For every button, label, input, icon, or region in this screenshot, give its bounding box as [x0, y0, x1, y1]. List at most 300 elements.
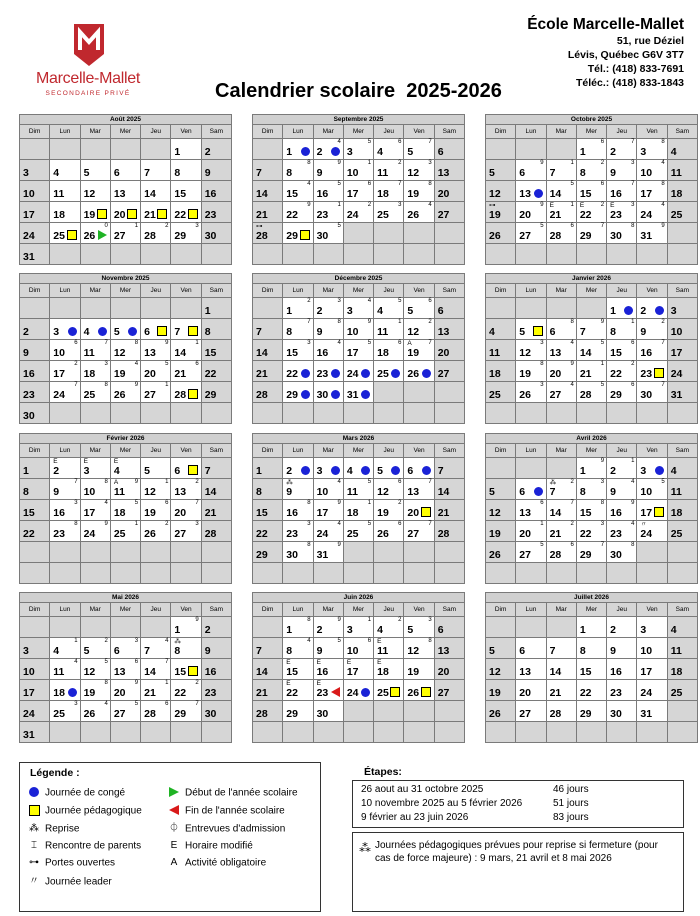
day-cell — [110, 244, 140, 265]
day-name-header: Ven — [637, 125, 667, 139]
day-cell — [667, 500, 697, 521]
cycle-day-number: 5 — [337, 638, 341, 644]
day-number: 22 — [174, 209, 187, 221]
day-cell — [171, 181, 201, 202]
day-cell — [50, 340, 80, 361]
cycle-day-number: 1 — [367, 617, 372, 623]
day-number: 6 — [519, 645, 526, 657]
cycle-day-number: 4 — [631, 479, 635, 485]
day-cell — [667, 659, 697, 680]
day-cell — [637, 500, 667, 521]
day-cell — [404, 479, 434, 500]
day-name-header: Sam — [201, 444, 231, 458]
day-name-header: Jeu — [141, 444, 171, 458]
day-number: 17 — [83, 507, 96, 519]
day-number: 4 — [377, 305, 383, 317]
day-cell — [374, 659, 404, 680]
day-cell — [404, 403, 434, 424]
horaire-icon: Ε — [286, 680, 291, 687]
cycle-day-number: 2 — [165, 521, 169, 527]
day-name-header: Ven — [171, 444, 201, 458]
day-cell — [20, 160, 50, 181]
day-cell — [201, 403, 231, 424]
day-number: 16 — [610, 188, 622, 200]
day-cell — [546, 340, 576, 361]
day-number: 15 — [610, 347, 622, 359]
day-number: 23 — [204, 687, 217, 699]
cycle-day-number: 9 — [540, 202, 544, 208]
pedago-square-icon — [188, 666, 198, 676]
day-cell — [313, 160, 343, 181]
cycle-day-number: 9 — [337, 160, 341, 166]
cycle-day-number: 8 — [307, 617, 311, 623]
day-number: 2 — [610, 465, 616, 477]
cycle-day-number: 7 — [165, 659, 169, 665]
day-number: 26 — [144, 528, 156, 540]
day-cell — [110, 298, 140, 319]
day-number: 7 — [144, 167, 150, 179]
day-cell — [667, 298, 697, 319]
day-cell — [141, 680, 171, 701]
day-number: 17 — [53, 368, 65, 380]
cycle-day-number: 7 — [195, 500, 199, 506]
horaire-icon: Ε — [113, 458, 119, 465]
day-cell — [171, 361, 201, 382]
day-cell — [576, 361, 606, 382]
day-name-header: Lun — [516, 603, 546, 617]
cycle-day-number: 3 — [307, 521, 311, 527]
day-cell — [576, 542, 606, 563]
day-cell — [404, 160, 434, 181]
day-number: 20 — [519, 209, 531, 221]
day-number: 23 — [610, 687, 622, 699]
day-cell — [404, 244, 434, 265]
day-cell — [110, 340, 140, 361]
day-cell — [637, 701, 667, 722]
school-fax: Téléc.: (418) 833-1843 — [576, 77, 684, 89]
day-cell — [374, 361, 404, 382]
cycle-day-number: 9 — [134, 479, 139, 485]
cycle-day-number: 7 — [104, 340, 108, 346]
day-cell — [576, 521, 606, 542]
legend-item-conge — [28, 787, 125, 800]
day-number: 12 — [407, 326, 420, 338]
day-cell — [637, 319, 667, 340]
day-number: 6 — [437, 305, 444, 317]
day-number: 4 — [670, 465, 677, 477]
day-number: 29 — [286, 708, 298, 720]
day-cell — [171, 617, 201, 638]
day-name-header: Dim — [20, 444, 50, 458]
cycle-day-number: 8 — [134, 340, 139, 346]
cycle-day-number: 7 — [631, 181, 635, 187]
pedago-square-icon — [157, 209, 167, 219]
day-number: 19 — [489, 528, 501, 540]
day-cell — [434, 403, 464, 424]
cycle-day-number: 2 — [74, 361, 78, 367]
day-cell — [374, 542, 404, 563]
day-name-header: Mer — [576, 284, 606, 298]
day-number: 4 — [377, 146, 383, 158]
day-name-header: Mer — [343, 603, 373, 617]
legend-label: Entrevues d'admission — [185, 823, 286, 835]
cycle-day-number: 6 — [134, 659, 139, 665]
day-cell — [201, 139, 231, 160]
day-name-header: Ven — [171, 284, 201, 298]
note-text: Journées pédagogiques prévues pour reprise si fermeture (pour cas de force majeure) : 9 mars, 21 avril et 8 mai 2026 — [375, 840, 658, 864]
day-number: 21 — [549, 687, 562, 699]
day-number: 1 — [23, 465, 29, 477]
day-cell — [486, 244, 516, 265]
cycle-day-number: 2 — [398, 500, 402, 506]
conge-dot-icon — [422, 369, 431, 378]
day-cell — [201, 223, 231, 244]
day-number: 28 — [204, 528, 217, 540]
day-cell — [637, 521, 667, 542]
day-cell — [20, 542, 50, 563]
day-number: 22 — [23, 528, 35, 540]
cycle-day-number: 4 — [307, 638, 311, 644]
day-number: 29 — [286, 230, 298, 242]
day-cell — [313, 563, 343, 584]
cycle-day-number: 8 — [600, 500, 605, 506]
day-cell — [343, 382, 373, 403]
cycle-day-number: 7 — [428, 340, 432, 346]
day-cell — [434, 458, 464, 479]
day-cell — [50, 722, 80, 743]
day-cell — [667, 340, 697, 361]
cycle-day-number: 9 — [307, 202, 311, 208]
day-number: 3 — [83, 465, 90, 477]
cycle-day-number: 0 — [104, 223, 108, 229]
horaire-icon: Ε — [549, 202, 554, 209]
day-name-header: Mer — [343, 125, 373, 139]
day-cell — [171, 659, 201, 680]
day-number: 31 — [346, 389, 359, 401]
month-calendar — [485, 114, 698, 265]
cycle-day-number: 7 — [600, 223, 605, 229]
day-cell — [141, 638, 171, 659]
day-name-header: Dim — [486, 603, 516, 617]
day-number: 4 — [670, 624, 677, 636]
horaire-icon: Ε — [316, 659, 321, 666]
cycle-day-number: 4 — [570, 340, 574, 346]
day-cell — [201, 319, 231, 340]
day-number: 6 — [113, 167, 120, 179]
day-name-header: Mer — [110, 603, 140, 617]
cycle-day-number: 5 — [367, 479, 372, 485]
day-number: 3 — [346, 146, 353, 158]
day-number: 7 — [437, 465, 444, 477]
day-number: 12 — [489, 507, 501, 519]
day-name-header: Ven — [171, 125, 201, 139]
cycle-day-number: 3 — [600, 479, 605, 485]
pedago-square-icon — [654, 507, 664, 517]
cycle-day-number: 7 — [428, 139, 432, 145]
cycle-day-number: 8 — [540, 361, 544, 367]
day-cell — [283, 319, 313, 340]
day-cell — [486, 139, 516, 160]
day-number: 12 — [489, 188, 501, 200]
day-cell — [374, 403, 404, 424]
day-cell — [253, 542, 283, 563]
day-cell — [313, 340, 343, 361]
day-cell — [546, 563, 576, 584]
day-cell — [374, 617, 404, 638]
day-cell — [313, 202, 343, 223]
day-cell — [50, 563, 80, 584]
day-number: 19 — [519, 368, 531, 380]
day-number: 20 — [549, 368, 562, 380]
day-number: 30 — [316, 230, 329, 242]
day-cell — [404, 659, 434, 680]
day-cell — [576, 403, 606, 424]
day-cell — [253, 500, 283, 521]
day-cell — [607, 361, 637, 382]
day-number: 14 — [174, 347, 187, 359]
day-number: 10 — [346, 645, 359, 657]
etape-days: 83 jours — [553, 812, 589, 823]
cycle-day-number: 9 — [337, 617, 341, 623]
day-cell — [637, 479, 667, 500]
day-cell — [50, 617, 80, 638]
day-cell — [546, 458, 576, 479]
day-number: 28 — [144, 708, 156, 720]
day-name-header: Mar — [313, 603, 343, 617]
day-cell — [546, 479, 576, 500]
day-cell — [171, 319, 201, 340]
day-cell — [516, 160, 546, 181]
day-number: 13 — [519, 666, 531, 678]
pedago-square-icon — [67, 230, 77, 240]
day-cell — [253, 319, 283, 340]
cycle-day-number: 9 — [600, 458, 605, 464]
cycle-day-number: 9 — [165, 340, 169, 346]
day-cell — [283, 223, 313, 244]
day-cell — [374, 458, 404, 479]
day-cell — [201, 680, 231, 701]
day-cell — [80, 638, 110, 659]
day-number: 13 — [407, 486, 420, 498]
day-cell — [141, 361, 171, 382]
day-name-header: Ven — [637, 284, 667, 298]
day-cell — [516, 638, 546, 659]
day-cell — [434, 722, 464, 743]
legend-item-horaire — [168, 840, 253, 853]
day-number: 15 — [256, 507, 268, 519]
day-number: 23 — [610, 209, 622, 221]
day-cell — [343, 403, 373, 424]
day-number: 5 — [489, 167, 495, 179]
pedago-square-icon — [188, 209, 198, 219]
day-number: 1 — [579, 146, 586, 158]
day-number: 20 — [519, 528, 531, 540]
day-cell — [20, 458, 50, 479]
month-calendar — [485, 592, 698, 743]
day-cell — [20, 298, 50, 319]
day-number: 3 — [316, 465, 323, 477]
day-cell — [343, 361, 373, 382]
day-cell — [434, 680, 464, 701]
day-cell — [404, 361, 434, 382]
day-number: 1 — [579, 465, 586, 477]
cycle-day-number: 9 — [134, 680, 139, 686]
key-icon: ⊶ — [489, 202, 496, 209]
day-cell — [607, 563, 637, 584]
day-number: 14 — [579, 347, 592, 359]
day-number: 24 — [640, 528, 653, 540]
day-cell — [607, 139, 637, 160]
day-cell — [637, 361, 667, 382]
day-number: 7 — [256, 326, 262, 338]
conge-dot-icon — [391, 466, 400, 475]
day-number: 30 — [316, 389, 329, 401]
cycle-day-number: 5 — [134, 701, 139, 707]
day-number: 4 — [377, 624, 383, 636]
day-number: 19 — [407, 666, 420, 678]
day-number: 18 — [489, 368, 501, 380]
day-cell — [20, 340, 50, 361]
day-number: 21 — [256, 209, 268, 221]
day-number: 2 — [53, 465, 60, 477]
day-cell — [637, 181, 667, 202]
day-number: 1 — [286, 146, 293, 158]
day-number: 27 — [519, 549, 531, 561]
horaire-icon: Ε — [610, 202, 615, 209]
day-number: 14 — [144, 666, 156, 678]
day-cell — [374, 160, 404, 181]
day-number: 10 — [640, 486, 653, 498]
day-cell — [141, 298, 171, 319]
cycle-day-number: 4 — [337, 479, 341, 485]
day-number: 10 — [83, 486, 96, 498]
day-cell — [667, 542, 697, 563]
day-cell — [607, 521, 637, 542]
day-cell — [283, 361, 313, 382]
day-cell — [50, 542, 80, 563]
day-name-header: Lun — [516, 125, 546, 139]
day-cell — [516, 563, 546, 584]
day-cell — [516, 617, 546, 638]
day-cell — [201, 638, 231, 659]
day-cell — [374, 382, 404, 403]
day-number: 19 — [113, 368, 126, 380]
day-number: 22 — [579, 528, 592, 540]
day-cell — [516, 500, 546, 521]
day-cell — [141, 202, 171, 223]
day-number: 22 — [204, 368, 217, 380]
cycle-day-number: 5 — [104, 659, 108, 665]
day-number: 11 — [113, 486, 125, 498]
day-name-header: Jeu — [374, 125, 404, 139]
cycle-day-number: 4 — [428, 202, 432, 208]
day-number: 8 — [286, 645, 293, 657]
day-cell — [546, 617, 576, 638]
cycle-day-number: 1 — [165, 680, 169, 686]
day-number: 7 — [549, 167, 556, 179]
day-cell — [201, 181, 231, 202]
day-cell — [283, 298, 313, 319]
day-cell — [20, 361, 50, 382]
day-name-header: Lun — [50, 125, 80, 139]
day-cell — [404, 202, 434, 223]
day-cell — [110, 403, 140, 424]
day-cell — [343, 223, 373, 244]
day-cell — [110, 500, 140, 521]
day-cell — [374, 479, 404, 500]
horaire-icon: Ε — [346, 659, 352, 666]
day-name-header: Lun — [283, 125, 313, 139]
day-cell — [313, 701, 343, 722]
day-name-header: Ven — [404, 444, 434, 458]
day-number: 5 — [407, 146, 414, 158]
cycle-day-number: 1 — [367, 160, 372, 166]
day-number: 23 — [316, 368, 329, 380]
day-cell — [667, 382, 697, 403]
day-number: 23 — [23, 389, 35, 401]
day-name-header: Mer — [110, 444, 140, 458]
cycle-day-number: 2 — [600, 160, 605, 166]
day-number: 19 — [83, 687, 96, 699]
day-number: 3 — [53, 326, 60, 338]
day-cell — [201, 298, 231, 319]
day-number: 9 — [204, 645, 211, 657]
day-cell — [576, 160, 606, 181]
day-number: 8 — [23, 486, 29, 498]
day-cell — [374, 181, 404, 202]
month-calendar — [252, 273, 465, 424]
day-number: 19 — [489, 209, 501, 221]
day-number: 24 — [23, 708, 35, 720]
day-number: 23 — [286, 528, 298, 540]
day-cell — [607, 458, 637, 479]
day-name-header: Sam — [667, 603, 697, 617]
cycle-day-number: 8 — [631, 223, 635, 229]
day-number: 20 — [437, 188, 450, 200]
day-cell — [404, 458, 434, 479]
day-name-header: Dim — [253, 603, 283, 617]
day-number: 25 — [377, 687, 389, 699]
day-cell — [201, 479, 231, 500]
day-cell — [434, 500, 464, 521]
day-cell — [253, 659, 283, 680]
day-number: 12 — [489, 666, 501, 678]
day-number: 9 — [286, 486, 293, 498]
month-title: Octobre 2025 — [485, 114, 698, 124]
cycle-day-number: 1 — [367, 500, 372, 506]
day-cell — [201, 521, 231, 542]
day-cell — [171, 701, 201, 722]
cycle-day-number: 9 — [631, 500, 635, 506]
day-cell — [486, 202, 516, 223]
day-cell — [667, 244, 697, 265]
cycle-day-number: 6 — [398, 479, 402, 485]
day-cell — [283, 659, 313, 680]
cycle-day-number: 1 — [74, 638, 78, 644]
day-cell — [343, 701, 373, 722]
day-number: 15 — [286, 666, 298, 678]
day-number: 22 — [286, 687, 298, 699]
legend-item-fin — [168, 805, 285, 818]
day-number: 29 — [204, 389, 217, 401]
day-cell — [253, 458, 283, 479]
day-cell — [171, 521, 201, 542]
day-name-header: Jeu — [374, 603, 404, 617]
day-cell — [374, 500, 404, 521]
day-number: 20 — [519, 687, 531, 699]
day-cell — [607, 701, 637, 722]
day-number: 21 — [549, 528, 562, 540]
